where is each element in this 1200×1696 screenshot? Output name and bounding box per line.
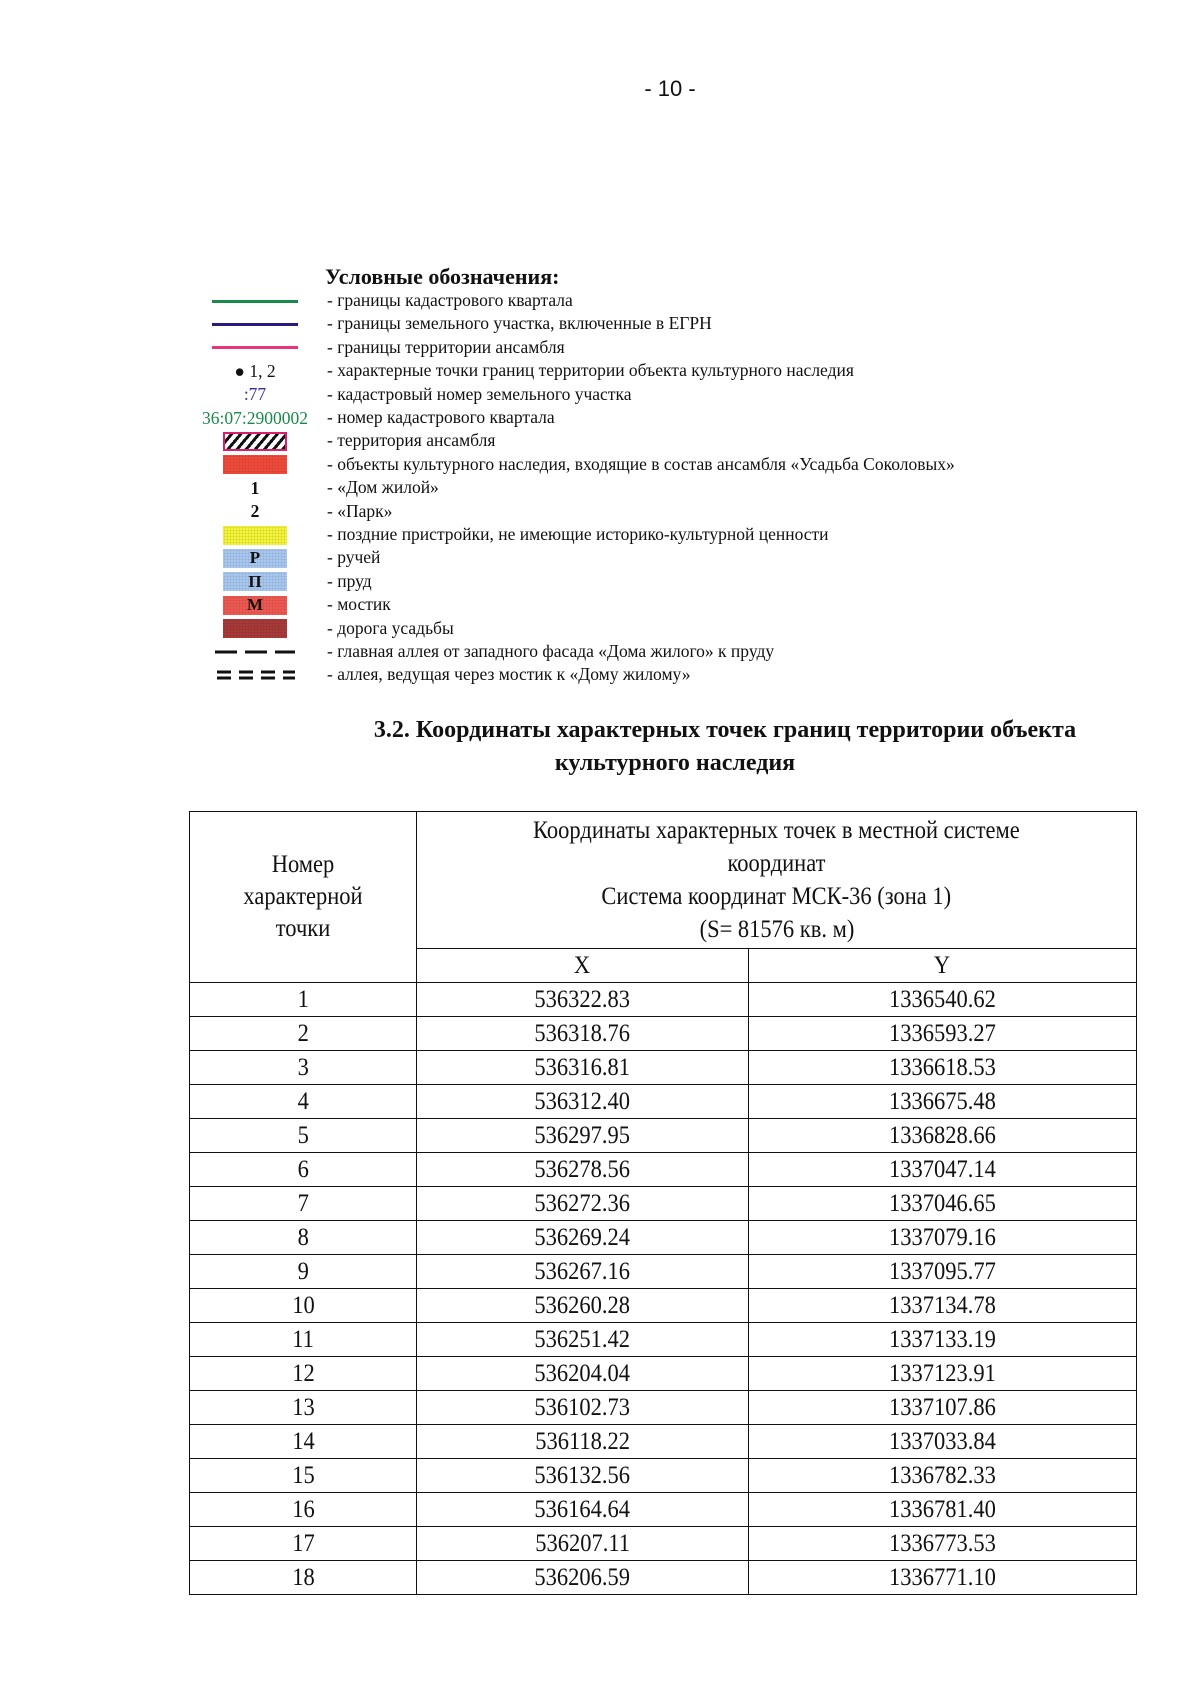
label-symbol: 36:07:2900002 bbox=[202, 407, 308, 428]
legend-item bbox=[190, 312, 1090, 336]
point-number: 12 bbox=[190, 1357, 417, 1391]
x-coordinate: 536206.59 bbox=[417, 1561, 749, 1595]
legend-item bbox=[190, 383, 1090, 407]
legend-item bbox=[190, 359, 1090, 383]
x-coordinate: 536272.36 bbox=[417, 1187, 749, 1221]
y-coordinate: 1337033.84 bbox=[749, 1425, 1137, 1459]
table-row bbox=[190, 1527, 1137, 1561]
x-coordinate: 536322.83 bbox=[417, 983, 749, 1017]
table-row bbox=[190, 1289, 1137, 1323]
dashed-line-icon bbox=[190, 640, 320, 664]
point-number: 1 bbox=[190, 983, 417, 1017]
fill-swatch-icon: П bbox=[190, 570, 320, 594]
fill-swatch-icon: Р bbox=[190, 546, 320, 570]
table-row bbox=[190, 1391, 1137, 1425]
page-number: - 10 - bbox=[644, 76, 696, 101]
y-coordinate: 1336771.10 bbox=[749, 1561, 1137, 1595]
table-row bbox=[190, 1187, 1137, 1221]
x-coordinate: 536260.28 bbox=[417, 1289, 749, 1323]
x-coordinate: 536251.42 bbox=[417, 1323, 749, 1357]
point-number: 5 bbox=[190, 1119, 417, 1153]
table-row bbox=[190, 1323, 1137, 1357]
legend-item bbox=[190, 617, 1090, 641]
point-number: 3 bbox=[190, 1051, 417, 1085]
fill-swatch-icon bbox=[190, 617, 320, 641]
label-symbol: 2 bbox=[250, 501, 260, 522]
hatch-swatch-icon bbox=[190, 429, 320, 453]
legend-item-text: - территория ансамбля bbox=[327, 430, 496, 451]
table-row bbox=[190, 1221, 1137, 1255]
legend-item-text: - кадастровый номер земельного участка bbox=[327, 383, 632, 404]
legend-item bbox=[190, 593, 1090, 617]
y-coordinate: 1336773.53 bbox=[749, 1527, 1137, 1561]
table-row bbox=[190, 1255, 1137, 1289]
legend-item-text: - границы территории ансамбля bbox=[327, 336, 565, 357]
line-swatch-icon bbox=[190, 312, 320, 336]
legend-item bbox=[190, 570, 1090, 594]
legend-item bbox=[190, 406, 1090, 430]
point-number: 10 bbox=[190, 1289, 417, 1323]
legend-item bbox=[190, 476, 1090, 500]
point-number: 18 bbox=[190, 1561, 417, 1595]
y-coordinate: 1336540.62 bbox=[749, 983, 1137, 1017]
point-number: 2 bbox=[190, 1017, 417, 1051]
header-line: Координаты характерных точек в местной системе bbox=[533, 817, 1020, 844]
section-title-line1: 3.2. Координаты характерных точек границ территории объекта bbox=[373, 717, 1077, 743]
y-coordinate: 1337133.19 bbox=[749, 1323, 1137, 1357]
x-coordinate: 536207.11 bbox=[417, 1527, 749, 1561]
y-coordinate: 1336781.40 bbox=[749, 1493, 1137, 1527]
line-swatch-icon bbox=[190, 336, 320, 360]
legend-item-text: - мостик bbox=[327, 594, 391, 615]
x-coordinate: 536312.40 bbox=[417, 1085, 749, 1119]
x-coordinate: 536267.16 bbox=[417, 1255, 749, 1289]
legend-item bbox=[190, 663, 1090, 687]
header-coordinates bbox=[417, 812, 1137, 949]
y-coordinate: 1337107.86 bbox=[749, 1391, 1137, 1425]
fill-swatch-icon bbox=[190, 523, 320, 547]
x-coordinate: 536102.73 bbox=[417, 1391, 749, 1425]
legend-item-text: - «Парк» bbox=[327, 500, 393, 521]
label-symbol: :77 bbox=[243, 384, 267, 405]
table-row bbox=[190, 1017, 1137, 1051]
legend-item-text: - границы кадастрового квартала bbox=[327, 290, 573, 310]
legend-item-text: - номер кадастрового квартала bbox=[327, 407, 555, 427]
line-swatch-icon bbox=[190, 289, 320, 313]
x-coordinate: 536278.56 bbox=[417, 1153, 749, 1187]
y-coordinate: 1337134.78 bbox=[749, 1289, 1137, 1323]
point-number: 8 bbox=[190, 1221, 417, 1255]
y-coordinate: 1337046.65 bbox=[749, 1187, 1137, 1221]
x-coordinate: 536318.76 bbox=[417, 1017, 749, 1051]
legend-item-text: - поздние пристройки, не имеющие историко-культурной ценности bbox=[327, 524, 829, 544]
table-row bbox=[190, 1051, 1137, 1085]
point-number: 6 bbox=[190, 1153, 417, 1187]
legend-item-text: - ручей bbox=[327, 547, 381, 568]
legend-item bbox=[190, 640, 1090, 664]
coordinates-table bbox=[189, 811, 1137, 1595]
legend-item bbox=[190, 336, 1090, 360]
y-coordinate: 1336782.33 bbox=[749, 1459, 1137, 1493]
legend-item-text: - границы земельного участка, включенные в ЕГРН bbox=[327, 313, 712, 334]
table-row bbox=[190, 1153, 1137, 1187]
legend-item-text: - дорога усадьбы bbox=[327, 617, 454, 638]
point-number: 9 bbox=[190, 1255, 417, 1289]
legend-item bbox=[190, 289, 1090, 313]
header-line: (S= 81576 кв. м) bbox=[699, 916, 854, 943]
legend-item bbox=[190, 429, 1090, 453]
y-coordinate: 1337123.91 bbox=[749, 1357, 1137, 1391]
label-symbol: 1 bbox=[250, 477, 260, 498]
table-row bbox=[190, 1561, 1137, 1595]
y-coordinate: 1336618.53 bbox=[749, 1051, 1137, 1085]
legend-title: Условные обозначения: bbox=[325, 264, 560, 289]
point-number: 7 bbox=[190, 1187, 417, 1221]
table-row bbox=[190, 1119, 1137, 1153]
legend-item bbox=[190, 546, 1090, 570]
table-row bbox=[190, 1425, 1137, 1459]
legend-item-text: - пруд bbox=[327, 570, 372, 591]
header-x: X bbox=[417, 949, 749, 983]
y-coordinate: 1337079.16 bbox=[749, 1221, 1137, 1255]
section-heading bbox=[180, 714, 1170, 780]
header-point-number: Номер характерной точки bbox=[190, 812, 417, 983]
table-row bbox=[190, 1459, 1137, 1493]
table-row bbox=[190, 1085, 1137, 1119]
legend-item bbox=[190, 500, 1090, 524]
y-coordinate: 1337047.14 bbox=[749, 1153, 1137, 1187]
table-row bbox=[190, 983, 1137, 1017]
legend-item bbox=[190, 523, 1090, 547]
header-line: координат bbox=[727, 850, 826, 877]
label-symbol: ● 1, 2 bbox=[234, 360, 276, 381]
fill-swatch-icon: М bbox=[190, 593, 320, 617]
table-row bbox=[190, 1357, 1137, 1391]
header-line: Система координат МСК-36 (зона 1) bbox=[601, 883, 952, 910]
double-dashed-line-icon bbox=[190, 663, 320, 687]
section-title-line2: культурного наследия bbox=[554, 750, 796, 776]
fill-swatch-icon bbox=[190, 453, 320, 477]
legend-item bbox=[190, 453, 1090, 477]
header-y: Y bbox=[749, 949, 1137, 983]
x-coordinate: 536204.04 bbox=[417, 1357, 749, 1391]
y-coordinate: 1336828.66 bbox=[749, 1119, 1137, 1153]
table-row bbox=[190, 1493, 1137, 1527]
legend-item-text: - главная аллея от западного фасада «Дома жилого» к пруду bbox=[327, 641, 775, 661]
x-coordinate: 536316.81 bbox=[417, 1051, 749, 1085]
x-coordinate: 536269.24 bbox=[417, 1221, 749, 1255]
x-coordinate: 536164.64 bbox=[417, 1493, 749, 1527]
point-number: 17 bbox=[190, 1527, 417, 1561]
y-coordinate: 1337095.77 bbox=[749, 1255, 1137, 1289]
point-number: 11 bbox=[190, 1323, 417, 1357]
x-coordinate: 536132.56 bbox=[417, 1459, 749, 1493]
point-number: 4 bbox=[190, 1085, 417, 1119]
legend-item-text: - объекты культурного наследия, входящие в состав ансамбля «Усадьба Соколовых» bbox=[327, 453, 955, 474]
x-coordinate: 536297.95 bbox=[417, 1119, 749, 1153]
legend-item-text: - аллея, ведущая через мостик к «Дому жилому» bbox=[327, 664, 691, 685]
point-number: 16 bbox=[190, 1493, 417, 1527]
legend-item-text: - характерные точки границ территории объекта культурного наследия bbox=[327, 360, 854, 381]
legend-item-text: - «Дом жилой» bbox=[327, 477, 439, 498]
y-coordinate: 1336675.48 bbox=[749, 1085, 1137, 1119]
point-number: 13 bbox=[190, 1391, 417, 1425]
point-number: 14 bbox=[190, 1425, 417, 1459]
point-number: 15 bbox=[190, 1459, 417, 1493]
y-coordinate: 1336593.27 bbox=[749, 1017, 1137, 1051]
x-coordinate: 536118.22 bbox=[417, 1425, 749, 1459]
